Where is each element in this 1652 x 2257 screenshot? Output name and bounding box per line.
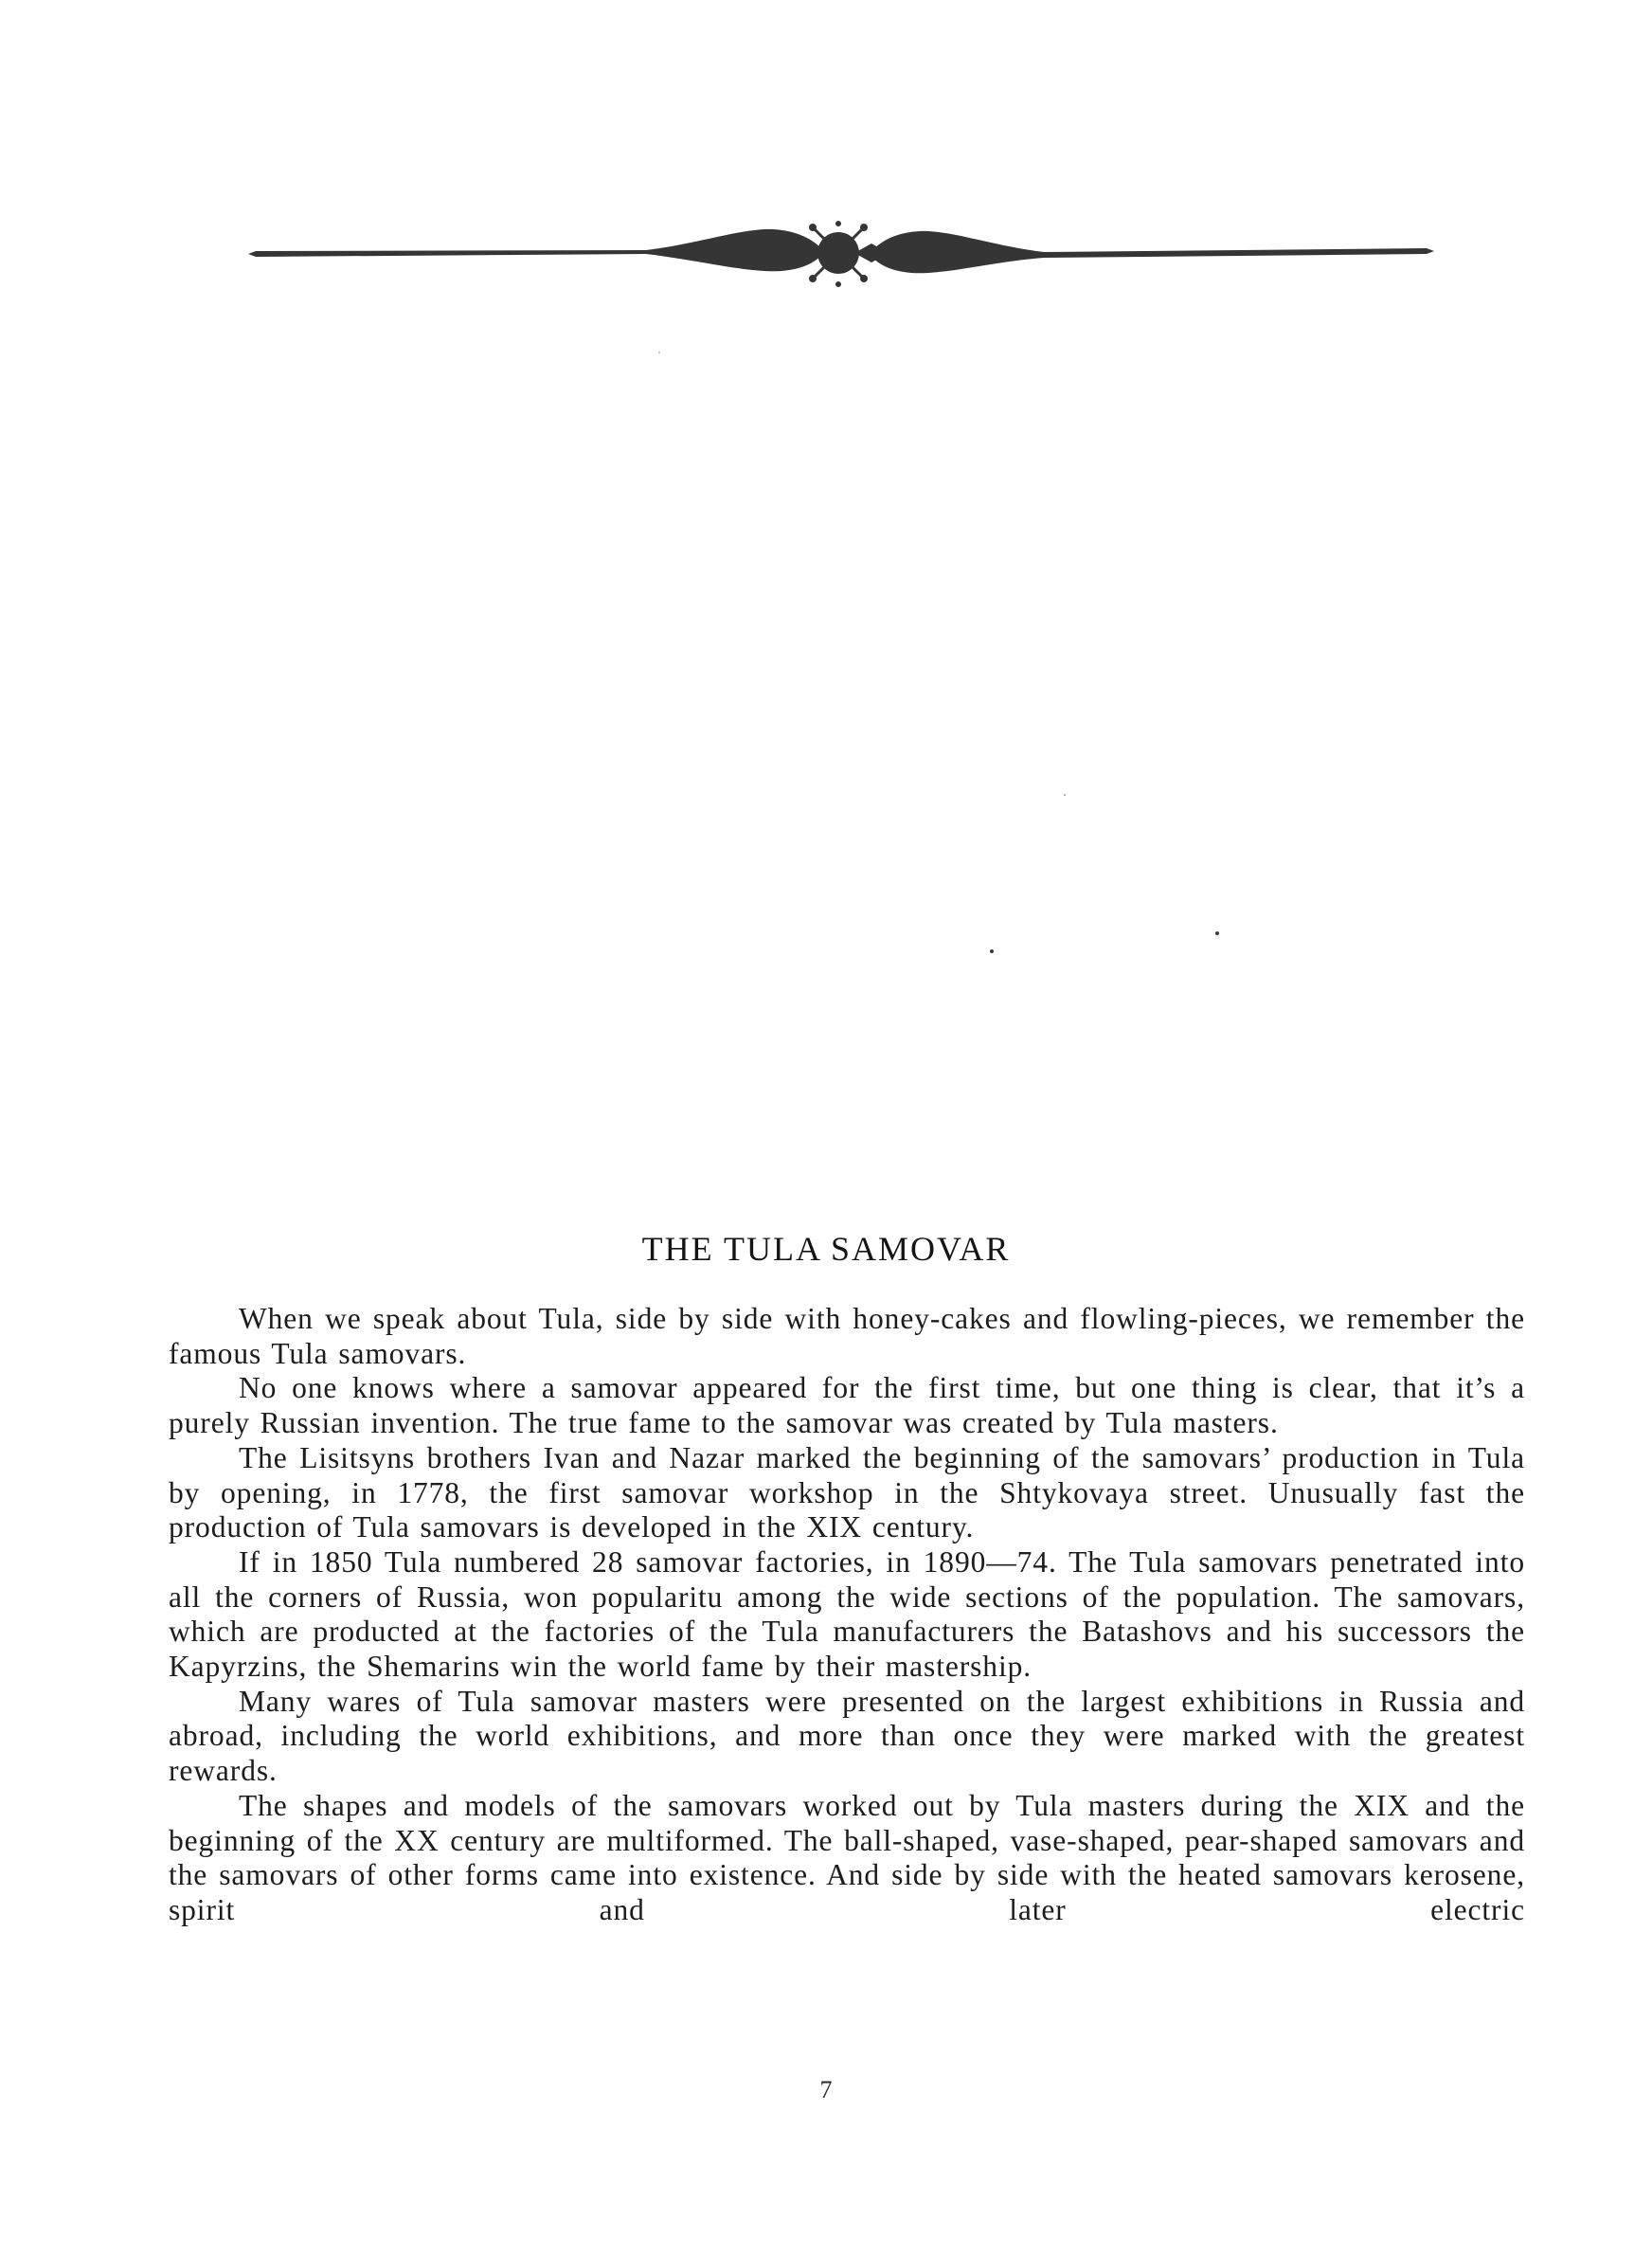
paragraph: When we speak about Tula, side by side with honey-cakes and flowling-pieces, we remember the famous Tula samovars. [169, 1302, 1525, 1370]
paragraph: If in 1850 Tula numbered 28 samovar factories, in 1890—74. The Tula samovars penetrated into all the corners of Russia, won popularitu among the wide sections of the population. The samovars, which are producted at the factories of the Tula manufacturers the Batashovs and his successors the Kapyrzins, the Shemarins win the world fame by their mastership. [169, 1544, 1525, 1684]
ornament-left-leaf [646, 229, 824, 271]
paragraph: The shapes and models of the samovars worked out by Tula masters during the XIX and the beginning of the XX century are multiformed. The ball-shaped, vase-shaped, pear-shaped samovars and the samovars of other forms came into existence. And side by side with the heated samovars kerosene, spirit and later electric [169, 1788, 1525, 1926]
print-speck [658, 352, 660, 353]
print-speck [990, 949, 994, 953]
paragraph: Many wares of Tula samovar masters were presented on the largest exhibitions in Russia and abroad, including the world exhibitions, and more than once they were marked with the greatest rewards. [169, 1684, 1525, 1788]
paragraph: The Lisitsyns brothers Ivan and Nazar marked the beginning of the samovars’ production in Tula by opening, in 1778, the first samovar workshop in the Shtykovaya street. Unusually fast the production of Tula samovars is developed in the XIX century. [169, 1440, 1525, 1544]
ornament-left-rule [248, 250, 665, 258]
ornament-right-leaf [870, 231, 1044, 273]
decorative-divider-ornament [248, 216, 1434, 296]
ornament-right-rule [1025, 248, 1434, 258]
page-title: THE TULA SAMOVAR [641, 1230, 1011, 1268]
page-number: 7 [819, 2076, 833, 2104]
print-speck [1064, 794, 1066, 796]
article-body [169, 1302, 1525, 1928]
paragraph: No one knows where a samovar appeared for the first time, but one thing is clear, that it’s a purely Russian invention. The true fame to the samovar was created by Tula masters. [169, 1371, 1525, 1440]
print-speck [1215, 931, 1219, 935]
